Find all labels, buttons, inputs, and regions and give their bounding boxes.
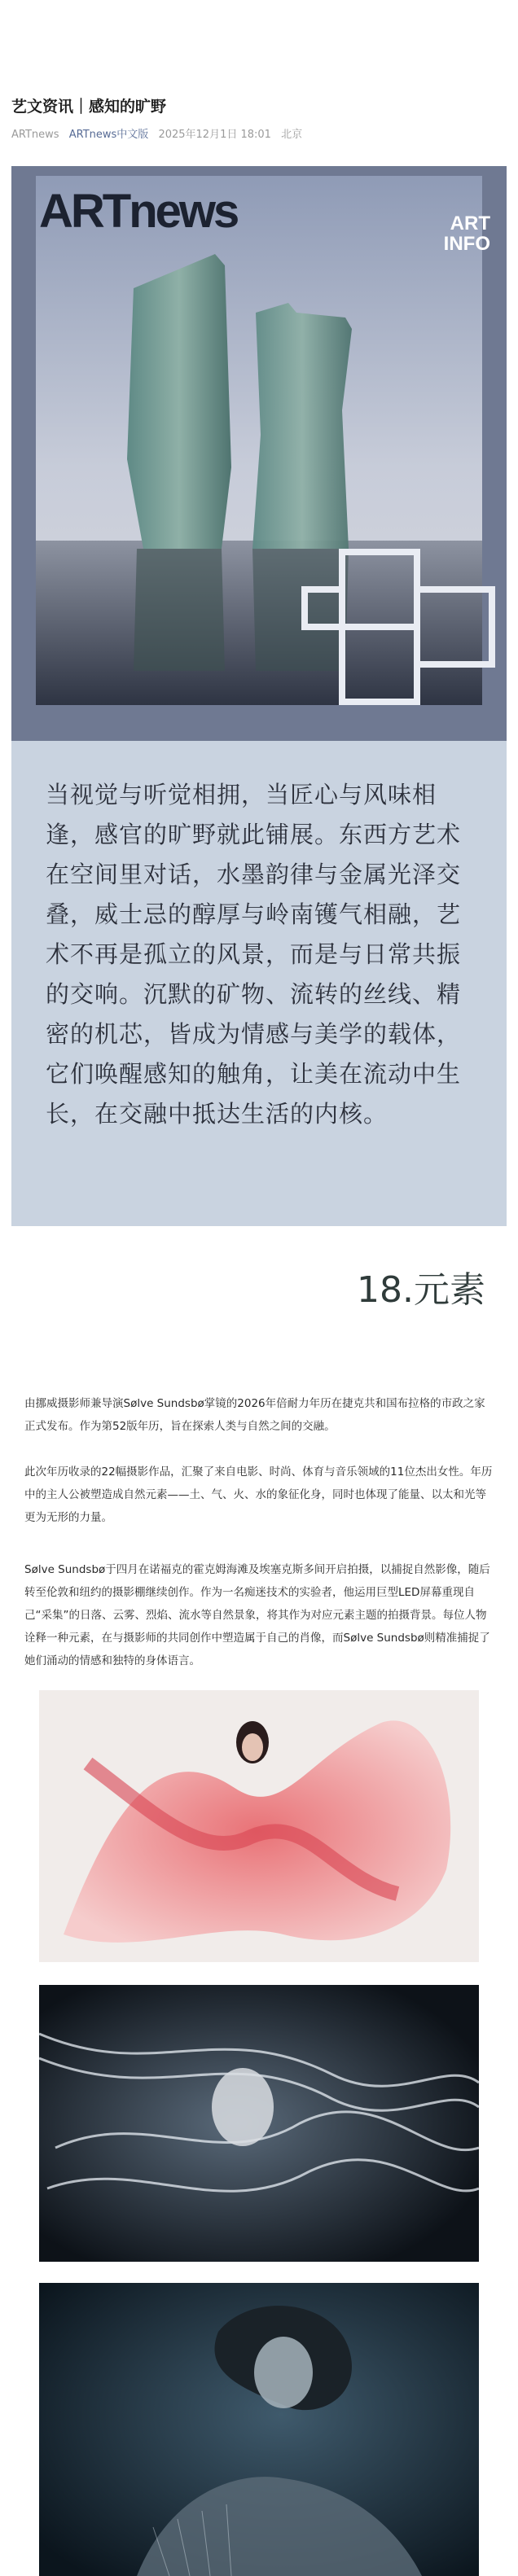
- photo-dark-portrait: [39, 2283, 479, 2576]
- article-meta: [11, 125, 309, 141]
- paragraph-3: Sølve Sundsbø于四月在诺福克的霍克姆海滩及埃塞克斯多间开启拍摄，以捕捉自然影像，随后转至伦敦和纽约的摄影棚继续创作。作为一名痴迷技术的实验者，他运用巨型LED屏幕重现自己“采集”的日落、云雾、烈焰、流水等自然景象，将其作为对应元素主题的拍摄背景。每位人物诠释一种元素，在与摄影师的共同创作中塑造属于自己的肖像，而Sølve Sundsbø则精准捕捉了她们涌动的情感和独特的身体语言。: [24, 1563, 490, 1667]
- hero-illustration: [11, 166, 507, 741]
- quote-box: [11, 741, 507, 1226]
- account-link[interactable]: ARTnews中文版: [68, 129, 149, 141]
- dark-portrait-illustration: [39, 2283, 479, 2576]
- photo-light-trails: [39, 1985, 479, 2262]
- paragraph-1: 由挪威摄影师兼导演Sølve Sundsbø掌镜的2026年倍耐力年历在捷克共和国布拉格的市政之家正式发布。作为第52版年历，旨在探索人类与自然之间的交融。: [24, 1397, 485, 1433]
- art-info-badge: [444, 213, 490, 254]
- artnews-logo: ARTnews: [39, 185, 238, 238]
- quote-text: 当视觉与听觉相拥，当匠心与风味相逢，感官的旷野就此铺展。东西方艺术在空间里对话，水墨韵律与金属光泽交叠，威士忌的醇厚与岭南镬气相融，艺术不再是孤立的风景，而是与日常共振的交响。沉默的矿物、流转的丝线、精密的机芯，皆成为情感与美学的载体，它们唤醒感知的触角，让美在流动中生长，在交融中抵达生活的内核。: [46, 781, 462, 1128]
- article-source: ARTnews: [11, 129, 59, 141]
- badge-line-1: ART: [450, 212, 490, 234]
- red-fabric-illustration: [39, 1690, 479, 1962]
- light-trails-illustration: [39, 1985, 479, 2262]
- publish-location: 北京: [281, 129, 303, 141]
- section-heading: 18.元素: [357, 1269, 485, 1311]
- paragraph-2: 此次年历收录的22幅摄影作品，汇聚了来自电影、时尚、体育与音乐领域的11位杰出女性。年历中的主人公被塑造成自然元素——土、气、火、水的象征化身，同时也体现了能量、以太和光等更为无形的力量。: [24, 1465, 493, 1524]
- publish-date: 2025年12月1日 18:01: [158, 129, 271, 141]
- article-title: 艺文资讯｜感知的旷野: [11, 98, 167, 116]
- badge-line-2: INFO: [443, 233, 490, 255]
- hero-image: [11, 166, 507, 741]
- photo-red-fabric: [39, 1690, 479, 1962]
